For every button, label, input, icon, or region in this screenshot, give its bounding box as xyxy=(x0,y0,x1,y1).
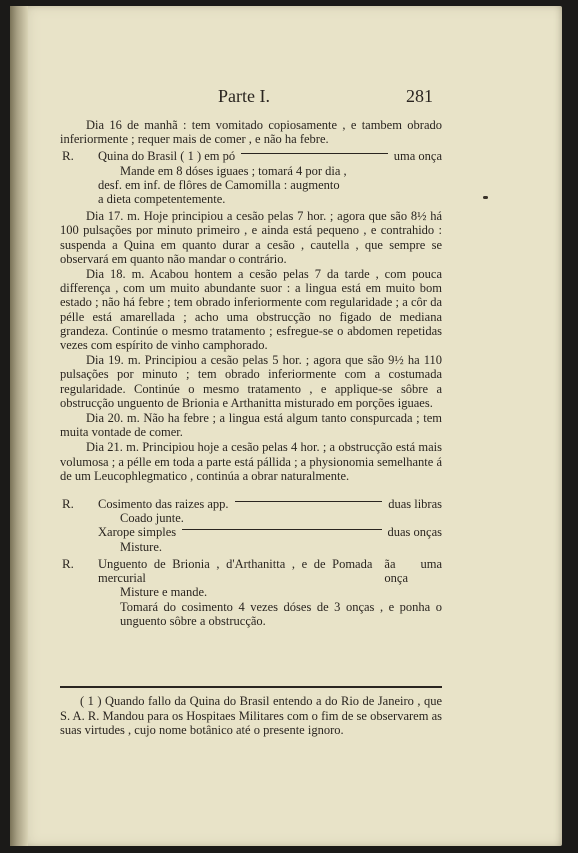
dash-rule xyxy=(235,501,383,502)
prescription-quina xyxy=(60,149,442,206)
rx-instruction: Misture e mande. xyxy=(120,585,208,600)
rx-ingredient: Xarope simples xyxy=(98,525,177,540)
page-header xyxy=(218,86,433,107)
footnote-rule xyxy=(60,686,442,688)
rx-instruction: a dieta competentemente. xyxy=(98,192,226,207)
rx-quantity: duas onças xyxy=(387,525,442,540)
rx-ingredient: Cosimento das raizes app. xyxy=(98,497,229,512)
recipe-mark: R. xyxy=(62,148,74,164)
dash-rule xyxy=(241,153,388,154)
paragraph-day-17: Dia 17. m. Hoje principiou a cesão pelas 7 hor. ; agora que são 8½ há 100 pulsações por minuto primeiro , e ainda está pequeno , e contrahido : suspenda a Quina em quanto durar a cesão , cautella , que sempre se observará em quanto não mandar o contrário. xyxy=(60,209,442,266)
rx-quantity: ãa uma onça xyxy=(384,556,442,586)
paragraph-day-20: Dia 20. m. Não ha febre ; a lingua está algum tanto conspurcada ; tem muita vontade de comer. xyxy=(60,411,442,440)
page-spine-shadow xyxy=(10,6,28,846)
prescription-unguento xyxy=(60,557,442,628)
rx-instruction: desf. em inf. de flôres de Camomilla : augmento xyxy=(98,177,340,192)
paragraph-day-19: Dia 19. m. Principiou a cesão pelas 5 hor. ; agora que são 9½ ha 110 pulsações por minuto ; tem obrado inferiormente com a costumada regularidade. Continúe o mesmo tratamento , e applique-se sôbre a obstrucção unguento de Brionia e Arthanitta misturado em porções iguaes. xyxy=(60,353,442,410)
dash-rule xyxy=(182,529,381,530)
rx-quantity: duas libras xyxy=(388,497,442,512)
recipe-mark: R. xyxy=(62,555,74,571)
paragraph-day-16: Dia 16 de manhã : tem vomitado copiosamente , e tambem obrado inferiormente ; requer mais de comer , e não ha febre. xyxy=(60,118,442,147)
rx-instruction: Misture. xyxy=(120,539,163,554)
ink-speck xyxy=(483,196,488,199)
rx-instruction: Tomará do cosimento 4 vezes dóses de 3 onças , e ponha o unguento sôbre a obstrucção. xyxy=(120,599,442,628)
footnote: ( 1 ) Quando fallo da Quina do Brasil entendo a do Rio de Janeiro , que S. A. R. Mandou para os Hospitaes Militares com o fim de se observarem as suas virtudes , cujo nome botânico até o presente ignoro. xyxy=(60,694,442,737)
paragraph-day-18: Dia 18. m. Acabou hontem a cesão pelas 7 da tarde , com pouca differença , com um muito abundante suor : a lingua está em muito bom estado ; não há febre ; tem obrado inferiormente com regularidade ; a côr da pélle está amarellada ; acho uma obstrucção no figado de mediana grandeza. Continúe o mesmo tratamento ; esfregue-se o abdomen repetidas vezes com espírito de vinho camphorado. xyxy=(60,267,442,353)
rx-ingredient: Unguento de Brionia , d'Arthanitta , e de Pomada mercurial xyxy=(98,556,373,586)
main-text xyxy=(60,118,442,631)
rx-quantity: uma onça xyxy=(393,149,442,164)
paragraph-day-21: Dia 21. m. Principiou hoje a cesão pelas 4 hor. ; a obstrucção está mais volumosa ; a pélle em toda a parte está pállida ; a physionomia semelhante á de um Leucophlegmatico , continúa a obrar naturalmente. xyxy=(60,440,442,483)
page-number: 281 xyxy=(406,86,433,106)
recipe-mark: R. xyxy=(62,496,74,512)
running-title: Parte I. xyxy=(218,86,270,106)
prescription-cosimento xyxy=(60,497,442,554)
rx-instruction: Mande em 8 dóses iguaes ; tomará 4 por dia , xyxy=(120,163,347,178)
rx-ingredient: Quina do Brasil ( 1 ) em pó xyxy=(98,149,236,164)
rx-instruction: Coado junte. xyxy=(120,511,184,526)
